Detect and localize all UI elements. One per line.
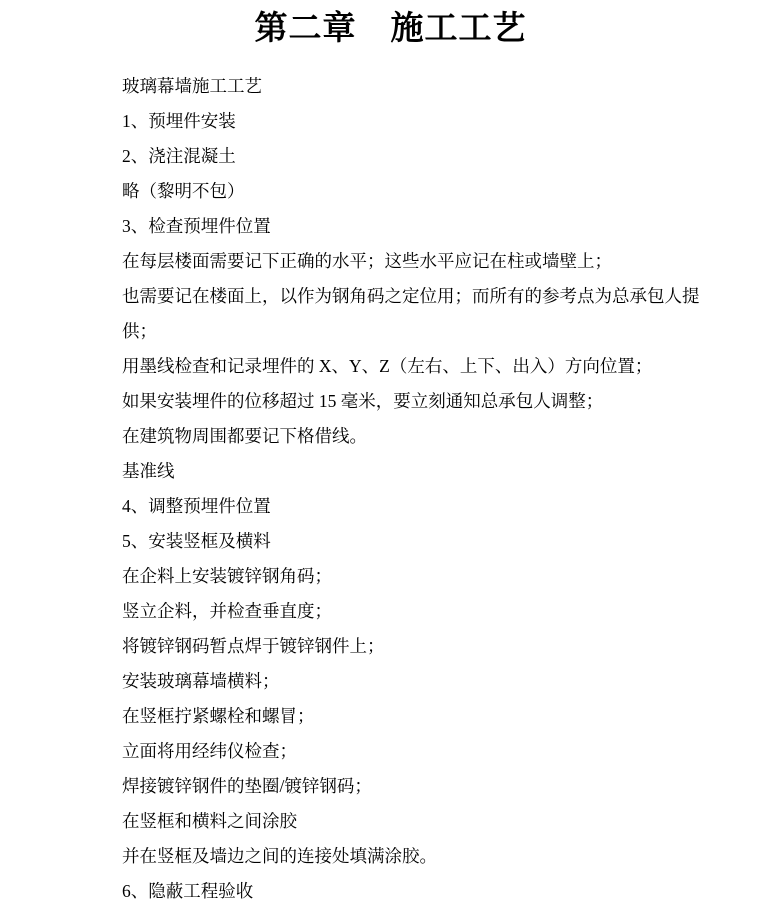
paragraph-numbered-item-3: 3、检查预埋件位置	[122, 216, 271, 236]
paragraph-body-line: 基准线	[122, 461, 175, 481]
paragraph-numbered-item-2: 2、浇注混凝土	[122, 146, 236, 166]
paragraph-section-heading: 玻璃幕墙施工工艺	[122, 76, 262, 96]
paragraph-numbered-item-5: 5、安装竖框及横料	[122, 531, 271, 551]
paragraph-numbered-item-4: 4、调整预埋件位置	[122, 496, 271, 516]
paragraph-numbered-item-6: 6、隐蔽工程验收	[122, 881, 254, 901]
paragraph-note: 略（黎明不包）	[122, 181, 245, 201]
paragraph-body-line: 竖立企料，并检查垂直度；	[122, 601, 332, 621]
chapter-title: 第二章 施工工艺	[254, 9, 527, 46]
paragraph-body-line: 在建筑物周围都要记下格借线。	[122, 426, 367, 446]
paragraph-body-line: 在企料上安装镀锌钢角码；	[122, 566, 332, 586]
paragraph-body-line: 在竖框和横料之间涂胶	[122, 811, 297, 831]
paragraph-body-line: 如果安装埋件的位移超过 15 毫米，要立刻通知总承包人调整；	[122, 391, 604, 411]
paragraph-body-line: 用墨线检查和记录埋件的 X、Y、Z（左右、上下、出入）方向位置；	[122, 356, 653, 376]
paragraph-body-line: 在竖框拧紧螺栓和螺冒；	[122, 706, 315, 726]
paragraph-body-line: 安装玻璃幕墙横料；	[122, 671, 280, 691]
paragraph-body-line: 立面将用经纬仪检查；	[122, 741, 297, 761]
document-body	[0, 52, 781, 909]
paragraph-body-line: 并在竖框及墙边之间的连接处填满涂胶。	[122, 846, 437, 866]
paragraph-body-line: 焊接镀锌钢件的垫圈/镀锌钢码；	[122, 776, 372, 796]
paragraph-numbered-item-1: 1、预埋件安装	[122, 111, 236, 131]
paragraph-body-line: 将镀锌钢码暂点焊于镀锌钢件上；	[122, 636, 385, 656]
paragraph-body-line: 在每层楼面需要记下正确的水平；这些水平应记在柱或墙壁上；	[122, 251, 612, 271]
paragraph-body-line: 也需要记在楼面上，以作为钢角码之定位用；而所有的参考点为总承包人提供；	[122, 286, 700, 341]
